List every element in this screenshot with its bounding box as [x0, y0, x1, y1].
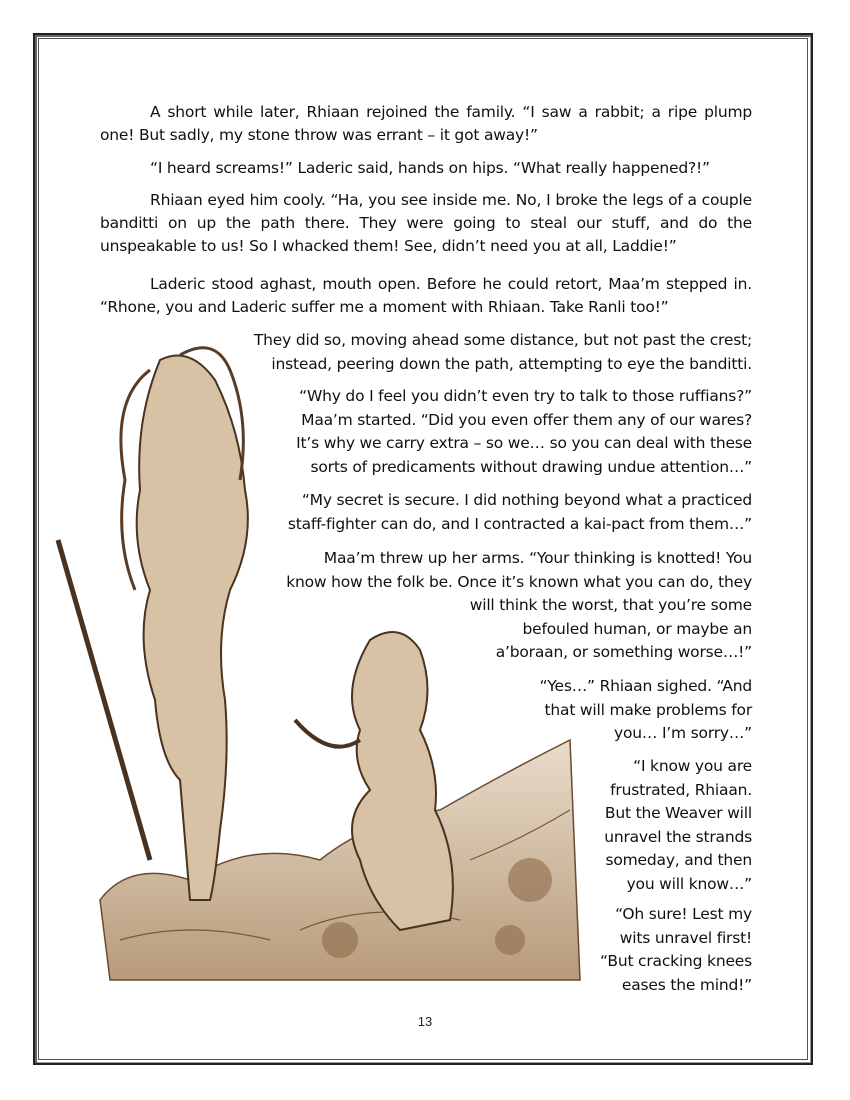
text-line: Maa’m started. “Did you even offer them any of our wares? [301, 410, 752, 429]
text-line: “Oh sure! Lest my [615, 905, 752, 923]
text-line: instead, peering down the path, attempting to eye the banditti. [271, 354, 752, 373]
right-paragraph-4 [286, 547, 752, 665]
text-line: a’boraan, or something worse…!” [495, 643, 752, 661]
right-paragraph-1 [254, 329, 752, 376]
text-line: will think the worst, that you’re some [469, 596, 752, 614]
paragraph-2: “I heard screams!” Laderic said, hands on hips. “What really happened?!” [150, 159, 710, 177]
text-line: “Yes…” Rhiaan sighed. “And [539, 677, 752, 695]
text-line: eases the mind!” [621, 975, 752, 994]
right-paragraph-5 [539, 675, 752, 746]
text-line: you… I’m sorry…” [614, 724, 752, 742]
text-line: unravel the strands [604, 827, 752, 846]
text-line: sorts of predicaments without drawing undue attention…” [310, 457, 752, 476]
text-line: “My secret is secure. I did nothing beyond what a practiced [301, 491, 752, 509]
text-line: They did so, moving ahead some distance, but not past the crest; [253, 331, 752, 349]
text-line: wits unravel first! [619, 928, 752, 947]
text-line: Maa’m threw up her arms. “Your thinking is knotted! You [323, 549, 752, 567]
text-line: you will know…” [626, 874, 752, 893]
right-paragraph-6 [604, 755, 752, 896]
text-line: staff-fighter can do, and I contracted a kai-pact from them…” [287, 514, 752, 533]
text-line: befouled human, or maybe an [522, 619, 752, 638]
text-line: that will make problems for [544, 700, 752, 719]
text-line: know how the folk be. Once it’s known what you can do, they [286, 572, 752, 591]
text-line: “I know you are [633, 757, 752, 775]
right-paragraph-3 [288, 489, 752, 536]
text-line: frustrated, Rhiaan. [610, 780, 752, 799]
text-line: But the Weaver will [604, 804, 752, 822]
text-line: “But cracking knees [600, 952, 752, 970]
page-number: 13 [417, 1014, 433, 1029]
text-line: “Why do I feel you didn’t even try to talk to those ruffians?” [299, 387, 752, 405]
text-line: It’s why we carry extra – so we… so you can deal with these [296, 434, 752, 452]
paragraph-3: Rhiaan eyed him cooly. “Ha, you see inside me. No, I broke the legs of a couple banditti on up the path there. They were going to steal our stuff, and do the unspeakable to us! So I whacked them! See, didn’t need you at all, Laddie!” [100, 191, 752, 255]
paragraph-4: Laderic stood aghast, mouth open. Before he could retort, Maa’m stepped in. “Rhone, you and Laderic suffer me a moment with Rhiaan. Take Ranli too!” [100, 275, 752, 316]
staff-shape [58, 540, 150, 860]
text-line: someday, and then [605, 851, 752, 869]
right-paragraph-7 [600, 903, 752, 997]
paragraph-1: A short while later, Rhiaan rejoined the family. “I saw a rabbit; a ripe plump one! But sadly, my stone throw was errant – it got away!” [100, 103, 752, 144]
right-paragraph-2 [296, 385, 752, 479]
